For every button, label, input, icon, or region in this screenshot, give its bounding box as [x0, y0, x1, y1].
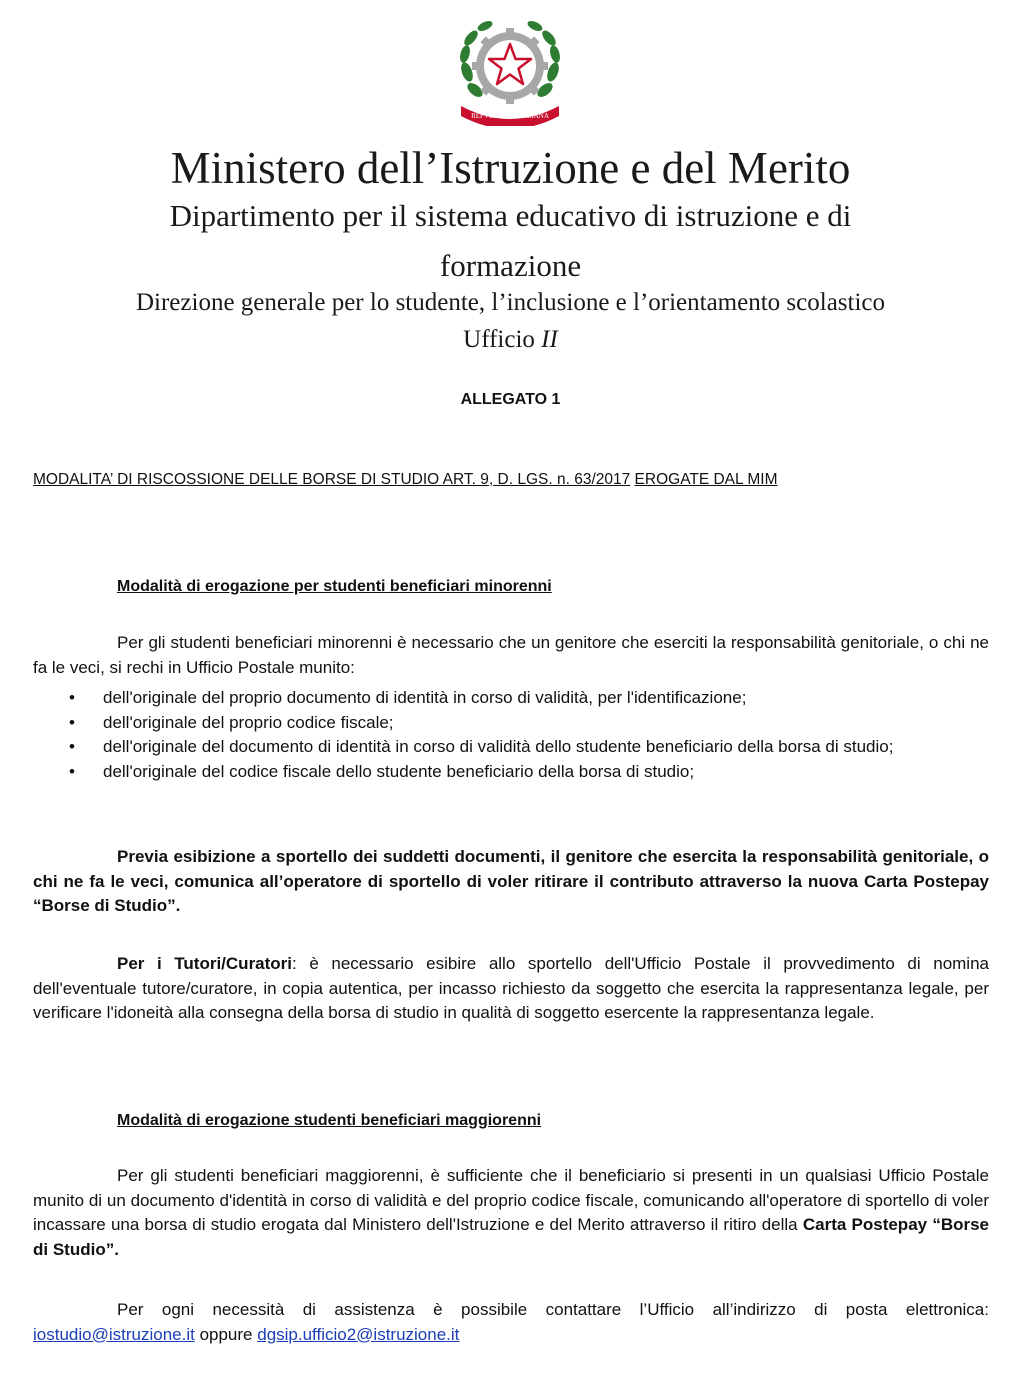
minors-intro-text: Per gli studenti beneficiari minorenni è necessario che un genitore che eserciti la responsabilità genitoriale, o chi ne fa le veci, si rechi in Ufficio Postale munito:: [33, 633, 989, 677]
email-link-dgsip[interactable]: dgsip.ufficio2@istruzione.it: [257, 1324, 460, 1344]
list-item: [33, 686, 989, 711]
bullet-icon: •: [69, 688, 75, 707]
subject-part1: MODALITA’ DI RISCOSSIONE DELLE BORSE DI STUDIO ART. 9, D. LGS. n. 63/2017: [33, 471, 631, 488]
department-title-line1: Dipartimento per il sistema educativo di istruzione e di: [169, 198, 852, 233]
paragraph-minors-intro: [33, 631, 989, 680]
document-subject: [33, 471, 778, 489]
list-item: [33, 735, 989, 760]
adults-text: Per gli studenti beneficiari maggiorenni, è sufficiente che il beneficiario si presenti in un qualsiasi Ufficio Postale munito di un documento d'identità in corso di validità e del proprio codice fiscale, comunicando all'operatore di sportello di voler incassare una borsa di studio erogata dal Ministero dell'Istruzione e del Merito attraverso il ritiro della: [33, 1166, 989, 1234]
contact-text: Per ogni necessità di assistenza è possibile contattare l’Ufficio all’indirizzo di posta elettronica:: [117, 1300, 989, 1319]
section-title-adults: Modalità di erogazione studenti beneficiari maggiorenni: [117, 1112, 542, 1129]
tutors-label: Per i Tutori/Curatori: [117, 954, 293, 973]
office-number: II: [541, 326, 558, 353]
department-title-line2: formazione: [439, 248, 582, 283]
list-item-text: dell'originale del codice fiscale dello studente beneficiario della borsa di studio;: [103, 761, 695, 781]
office-title: [20, 325, 1001, 355]
paragraph-minors-procedure: [33, 845, 989, 919]
contact-connector: oppure: [194, 1324, 258, 1344]
minors-procedure-text: Previa esibizione a sportello dei suddetti documenti, il genitore che esercita la responsabilità genitoriale, o chi ne fa le veci, comunica all’operatore di sportello di voler ritirare il contributo attraverso la nuova Carta Postepay “Borse di Studio”.: [33, 847, 989, 915]
list-item: [33, 711, 989, 736]
office-prefix: Ufficio: [463, 326, 542, 353]
list-item-text: dell'originale del proprio codice fiscale;: [103, 712, 394, 732]
bullet-icon: •: [69, 761, 75, 781]
paragraph-adults: [33, 1164, 989, 1262]
attachment-label: ALLEGATO 1: [460, 391, 561, 408]
directorate-title: Direzione generale per lo studente, l’inclusione e l’orientamento scolastico: [135, 289, 886, 316]
email-link-iostudio[interactable]: iostudio@istruzione.it: [33, 1324, 195, 1344]
ministry-title: Ministero dell’Istruzione e del Merito: [170, 143, 851, 193]
bullet-icon: •: [69, 737, 75, 756]
adults-card-name: Carta Postepay “Borse di Studio”.: [33, 1215, 990, 1259]
list-item-text: dell'originale del proprio documento di identità in corso di validità, per l'identificazione;: [103, 688, 747, 707]
subject-part2: EROGATE DAL MIM: [634, 471, 778, 488]
paragraph-tutors: [33, 952, 989, 1026]
list-item-text: dell'originale del documento di identità in corso di validità dello studente beneficiario della borsa di studio;: [103, 737, 894, 756]
required-documents-list: [33, 686, 989, 784]
paragraph-contact: [33, 1298, 989, 1347]
list-item: [33, 760, 989, 785]
emblem-repubblica-italiana-logo: [453, 14, 567, 126]
bullet-icon: •: [69, 712, 75, 732]
tutors-text: : è necessario esibire allo sportello dell'Ufficio Postale il provvedimento di nomina dell'eventuale tutore/curatore, in copia autentica, per incasso richiesto da soggetto che esercita la rappresentanza legale, per verificare l'idoneità alla consegna della borsa di studio in qualità di soggetto esercente la rappresentanza legale.: [33, 954, 989, 1022]
emblem-ribbon-text: REPVBBLICA ITALIANA: [471, 112, 549, 120]
section-title-minors: Modalità di erogazione per studenti beneficiari minorenni: [117, 578, 552, 595]
